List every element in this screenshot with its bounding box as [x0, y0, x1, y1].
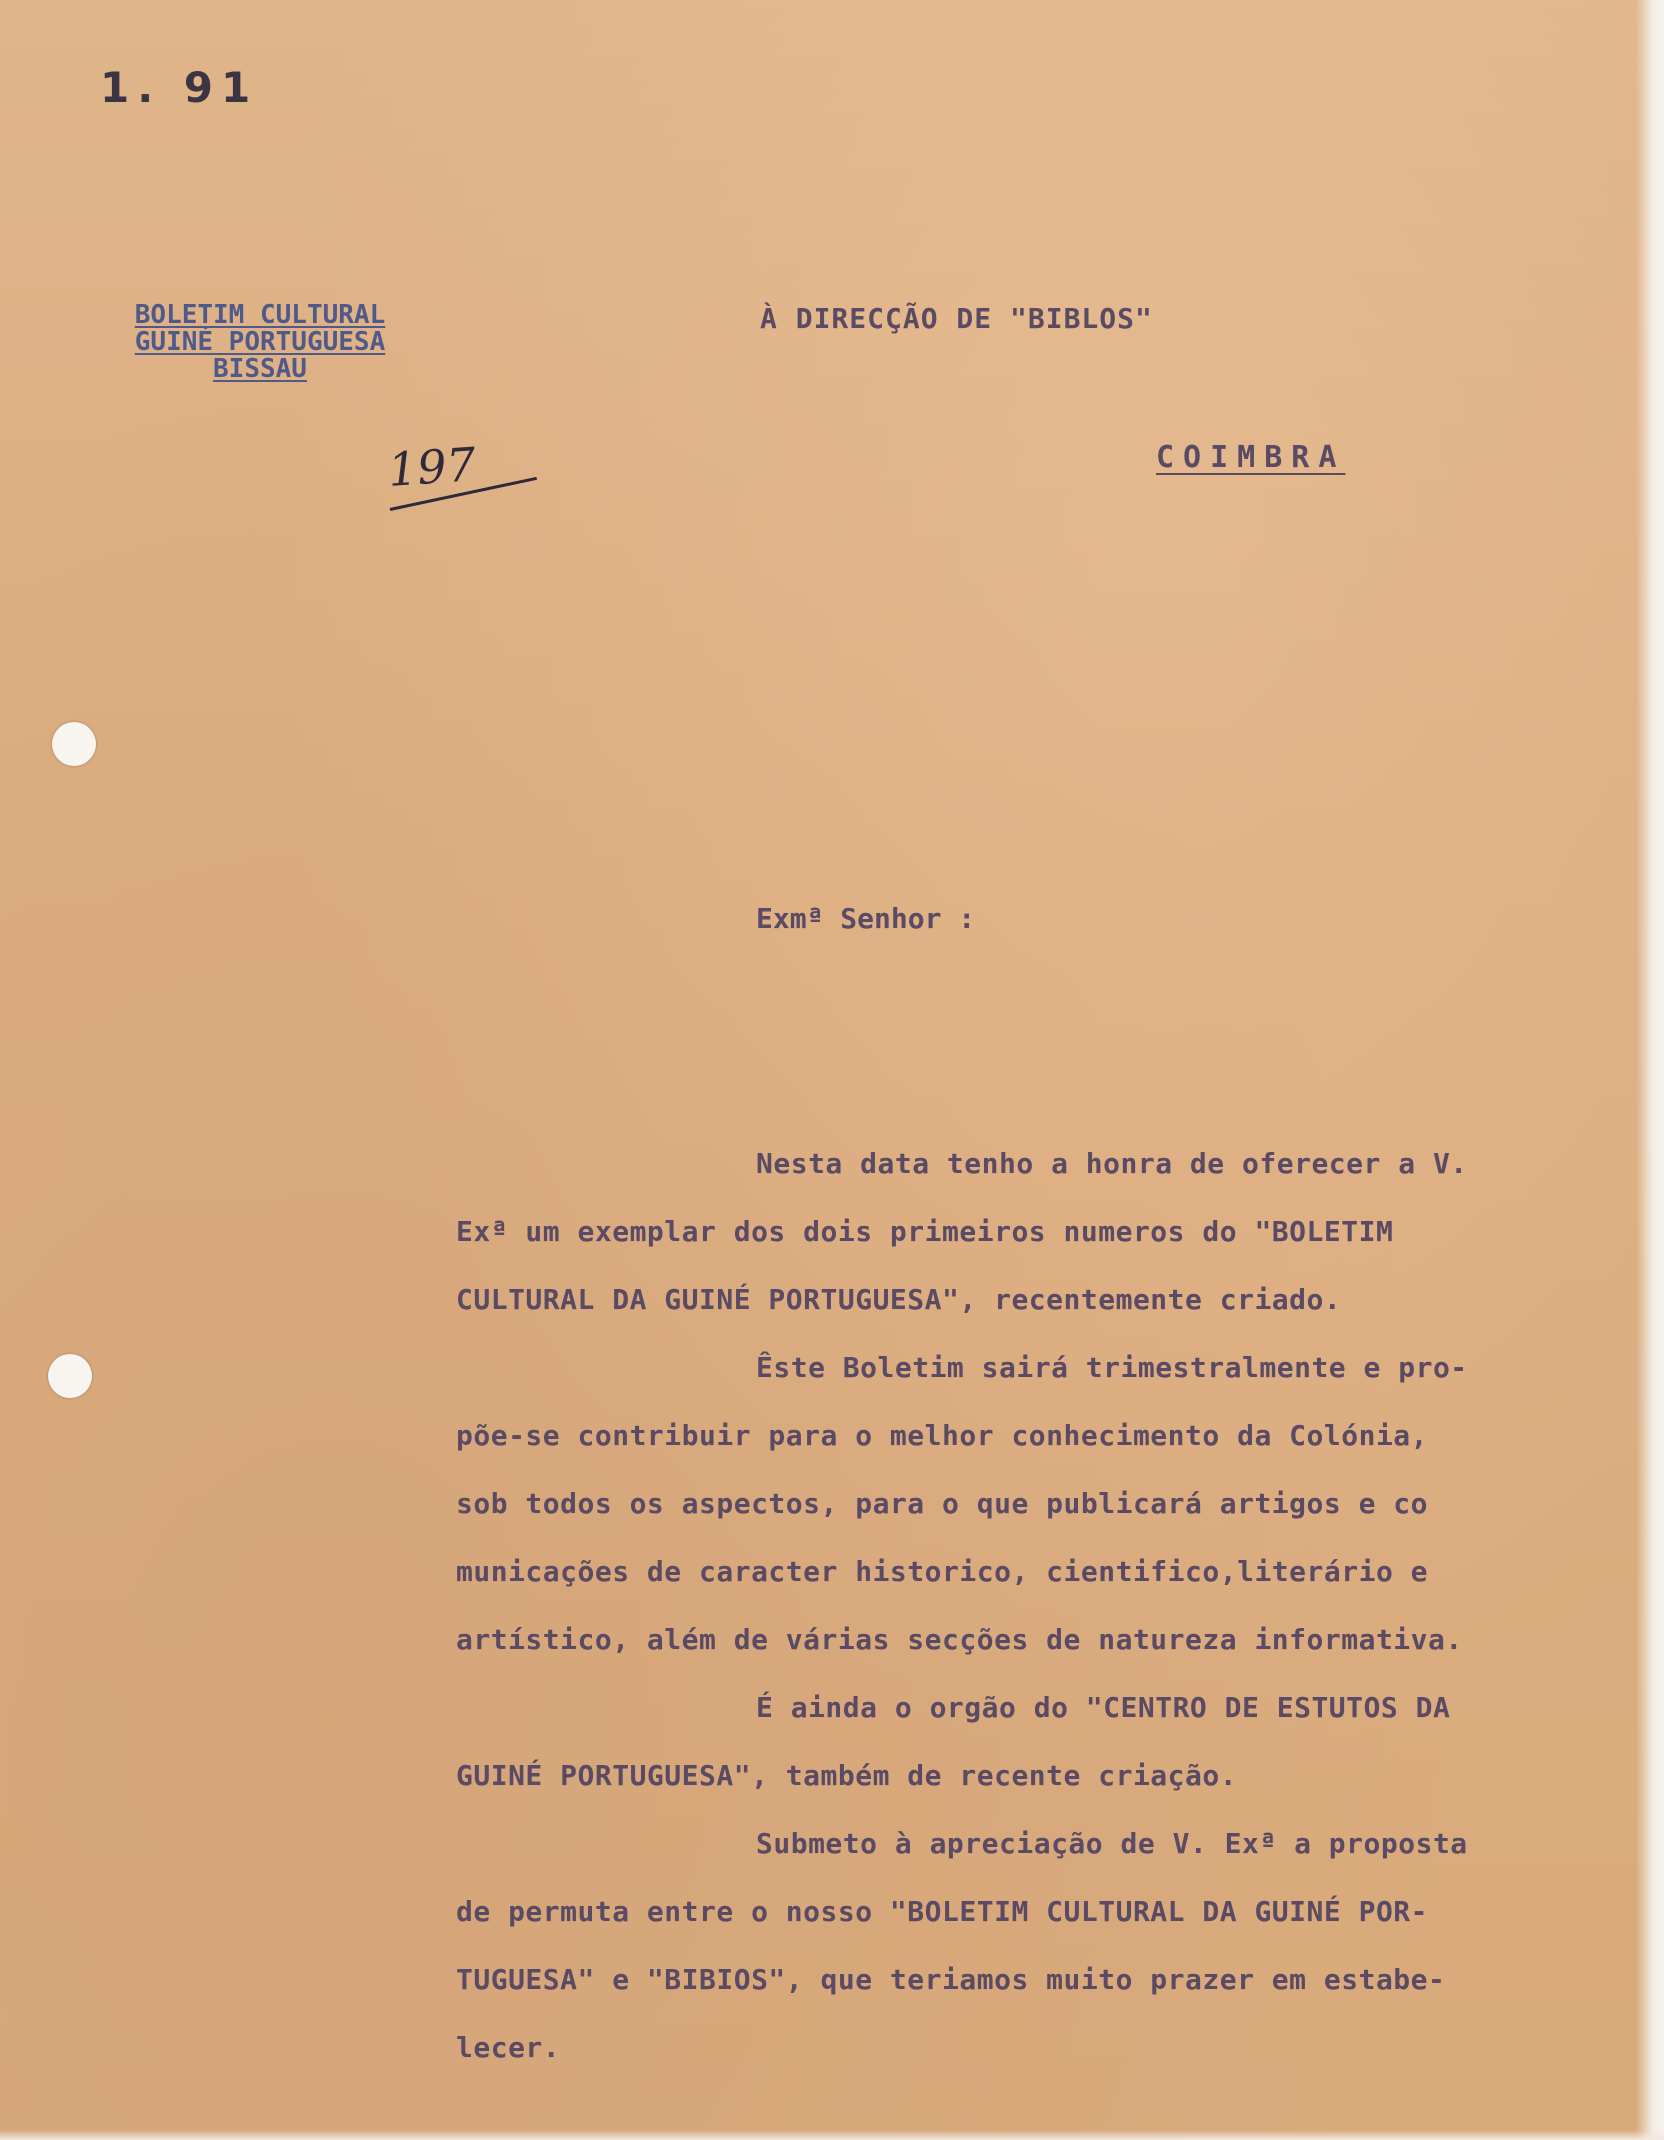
- body-line: de permuta entre o nosso "BOLETIM CULTURAL DA GUINÉ POR-: [456, 1895, 1429, 1928]
- body-line: Nesta data tenho a honra de oferecer a V.: [756, 1147, 1468, 1180]
- letter-body: [456, 1130, 1616, 2082]
- city: COIMBRA: [1156, 440, 1346, 475]
- addressee: À DIRECÇÃO DE "BIBLOS": [760, 302, 1153, 335]
- body-line: artístico, além de várias secções de natureza informativa.: [456, 1623, 1463, 1656]
- body-line: Exª um exemplar dos dois primeiros numeros do "BOLETIM: [456, 1215, 1394, 1248]
- body-line: Êste Boletim sairá trimestralmente e pro-: [756, 1351, 1468, 1384]
- paper-edge: [1636, 0, 1664, 2140]
- body-line: CULTURAL DA GUINÉ PORTUGUESA", recentemente criado.: [456, 1283, 1342, 1316]
- punch-hole-bottom: [48, 1354, 92, 1398]
- handwritten-reference-number: 197: [386, 437, 478, 497]
- body-line: É ainda o orgão do "CENTRO DE ESTUTOS DA: [756, 1691, 1451, 1724]
- body-line: GUINÉ PORTUGUESA", também de recente criação.: [456, 1759, 1238, 1792]
- body-line: Submeto à apreciação de V. Exª a proposta: [756, 1827, 1468, 1860]
- punch-hole-top: [52, 722, 96, 766]
- body-line: municações de caracter historico, cientifico,literário e: [456, 1555, 1429, 1588]
- corner-handwritten-mark: 1. 91: [100, 63, 259, 112]
- letterhead-stamp: [80, 302, 440, 383]
- letterhead-line-2: GUINÉ PORTUGUESA: [134, 327, 386, 357]
- salutation: Exmª Senhor :: [756, 902, 976, 935]
- body-line: TUGUESA" e "BIBIOS", que teriamos muito prazer em estabe-: [456, 1963, 1446, 1996]
- body-line: põe-se contribuir para o melhor conhecimento da Colónia,: [456, 1419, 1429, 1452]
- body-line: sob todos os aspectos, para o que publicará artigos e co: [456, 1487, 1429, 1520]
- letterhead-line-3: BISSAU: [213, 354, 307, 384]
- letterhead-line-1: BOLETIM CULTURAL: [134, 300, 386, 330]
- body-line: lecer.: [456, 2031, 561, 2064]
- paper-bottom-edge: [0, 2130, 1664, 2140]
